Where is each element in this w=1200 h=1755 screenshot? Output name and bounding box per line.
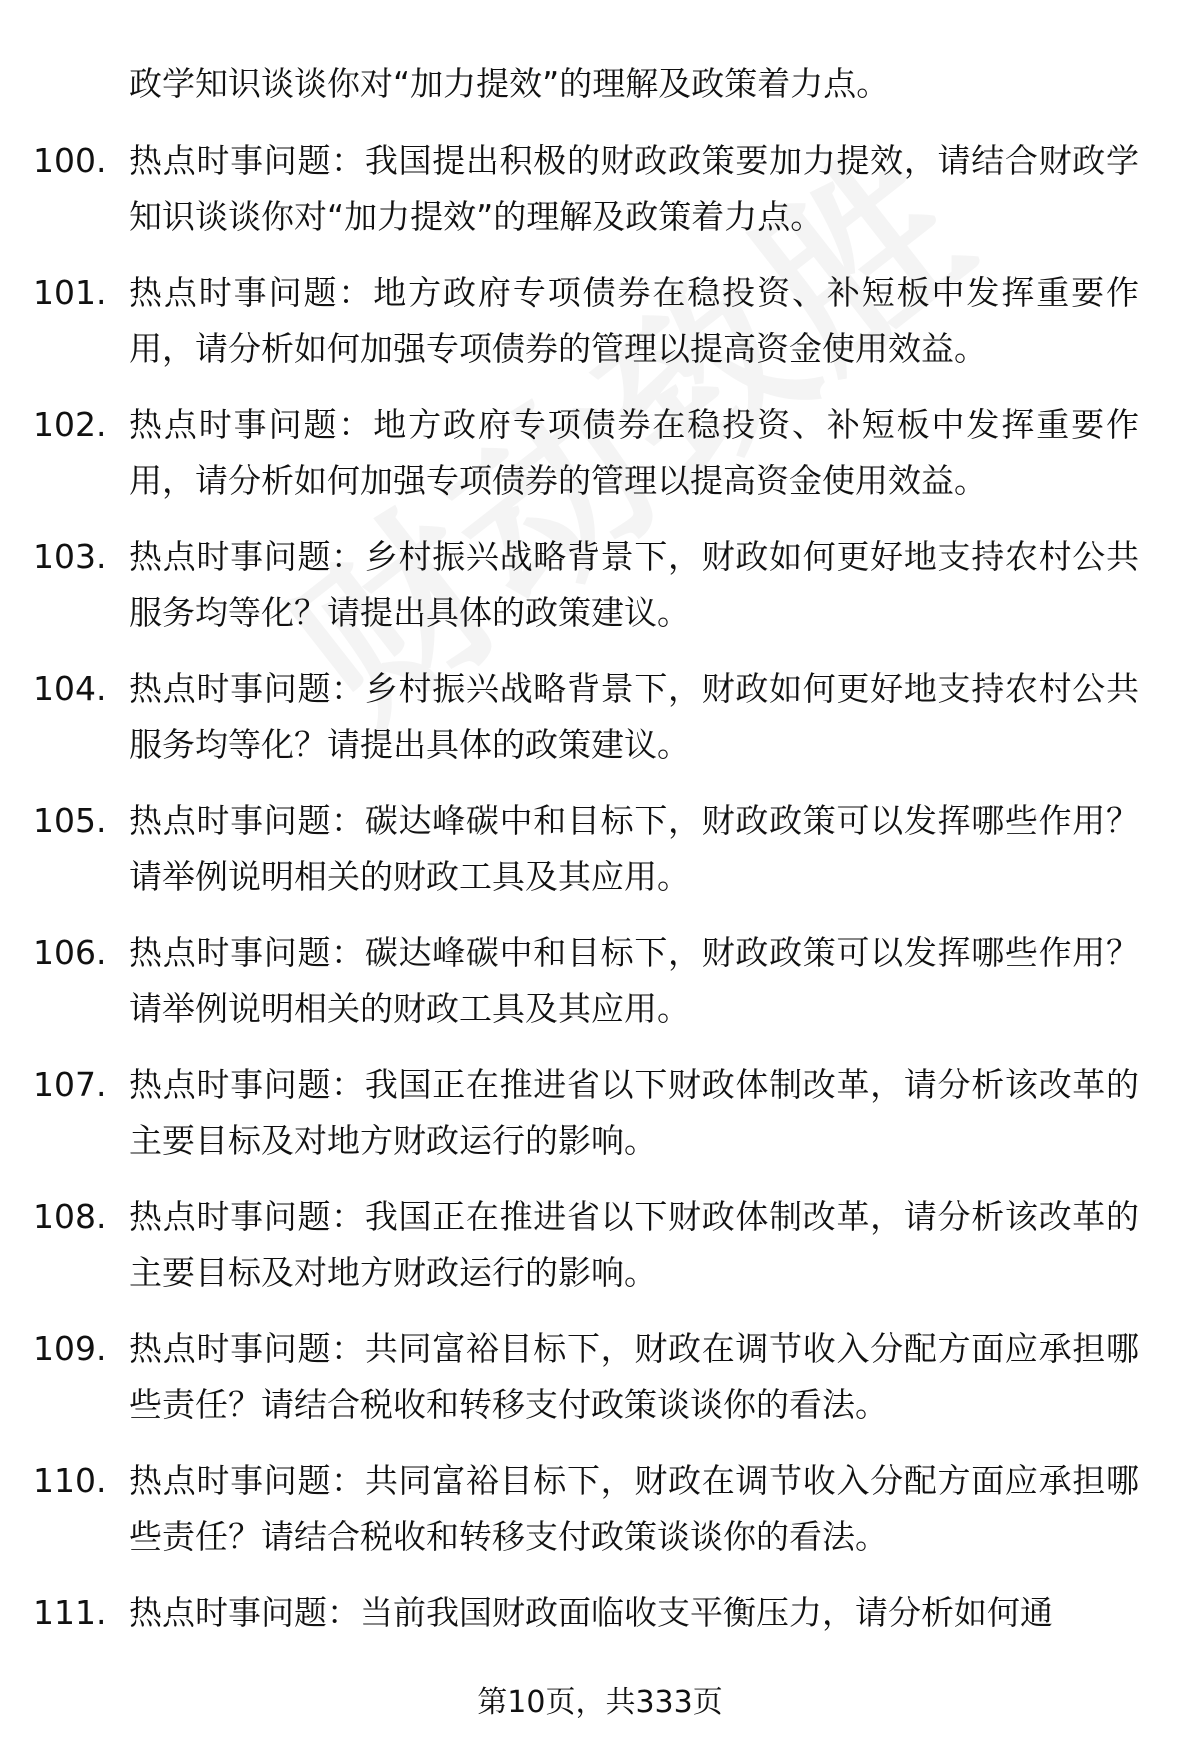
question-item (0, 1453, 1200, 1585)
question-number: 106. (33, 933, 107, 972)
question-number: 102. (33, 405, 107, 444)
question-number: 104. (33, 669, 107, 708)
question-number: 108. (33, 1197, 107, 1236)
question-text: 热点时事问题：地方政府专项债券在稳投资、补短板中发挥重要作用，请分析如何加强专项债券的管理以提高资金使用效益。 (129, 405, 1139, 500)
question-number: 110. (33, 1461, 107, 1500)
continued-question-text: 政学知识谈谈你对“加力提效”的理解及政策着力点。 (129, 64, 890, 103)
question-text: 热点时事问题：乡村振兴战略背景下，财政如何更好地支持农村公共服务均等化？请提出具体的政策建议。 (129, 669, 1139, 764)
question-item (0, 1321, 1200, 1453)
question-number: 101. (33, 273, 107, 312)
question-number: 107. (33, 1065, 107, 1104)
question-number: 109. (33, 1329, 107, 1368)
question-item (0, 1057, 1200, 1189)
question-item (0, 265, 1200, 397)
question-item (0, 1189, 1200, 1321)
question-item (0, 793, 1200, 925)
question-text: 热点时事问题：地方政府专项债券在稳投资、补短板中发挥重要作用，请分析如何加强专项债券的管理以提高资金使用效益。 (129, 273, 1139, 368)
question-item (0, 661, 1200, 793)
question-text: 热点时事问题：碳达峰碳中和目标下，财政政策可以发挥哪些作用？请举例说明相关的财政工具及其应用。 (129, 933, 1139, 1028)
question-item (0, 529, 1200, 661)
question-text: 热点时事问题：乡村振兴战略背景下，财政如何更好地支持农村公共服务均等化？请提出具体的政策建议。 (129, 537, 1139, 632)
question-text: 热点时事问题：碳达峰碳中和目标下，财政政策可以发挥哪些作用？请举例说明相关的财政工具及其应用。 (129, 801, 1139, 896)
question-item (0, 133, 1200, 265)
question-list (0, 133, 1200, 1717)
question-text: 热点时事问题：我国提出积极的财政政策要加力提效，请结合财政学知识谈谈你对“加力提效”的理解及政策着力点。 (129, 141, 1139, 236)
question-number: 105. (33, 801, 107, 840)
question-number: 103. (33, 537, 107, 576)
question-number: 111. (33, 1593, 107, 1632)
question-item (0, 925, 1200, 1057)
page-number-footer: 第10页，共333页 (477, 1685, 723, 1720)
question-item (0, 397, 1200, 529)
question-text: 热点时事问题：共同富裕目标下，财政在调节收入分配方面应承担哪些责任？请结合税收和转移支付政策谈谈你的看法。 (129, 1329, 1139, 1424)
question-text: 热点时事问题：我国正在推进省以下财政体制改革，请分析该改革的主要目标及对地方财政运行的影响。 (129, 1197, 1139, 1292)
question-number: 100. (33, 141, 107, 180)
question-text: 热点时事问题：当前我国财政面临收支平衡压力，请分析如何通 (129, 1593, 1053, 1632)
question-text: 热点时事问题：我国正在推进省以下财政体制改革，请分析该改革的主要目标及对地方财政运行的影响。 (129, 1065, 1139, 1160)
question-text: 热点时事问题：共同富裕目标下，财政在调节收入分配方面应承担哪些责任？请结合税收和转移支付政策谈谈你的看法。 (129, 1461, 1139, 1556)
